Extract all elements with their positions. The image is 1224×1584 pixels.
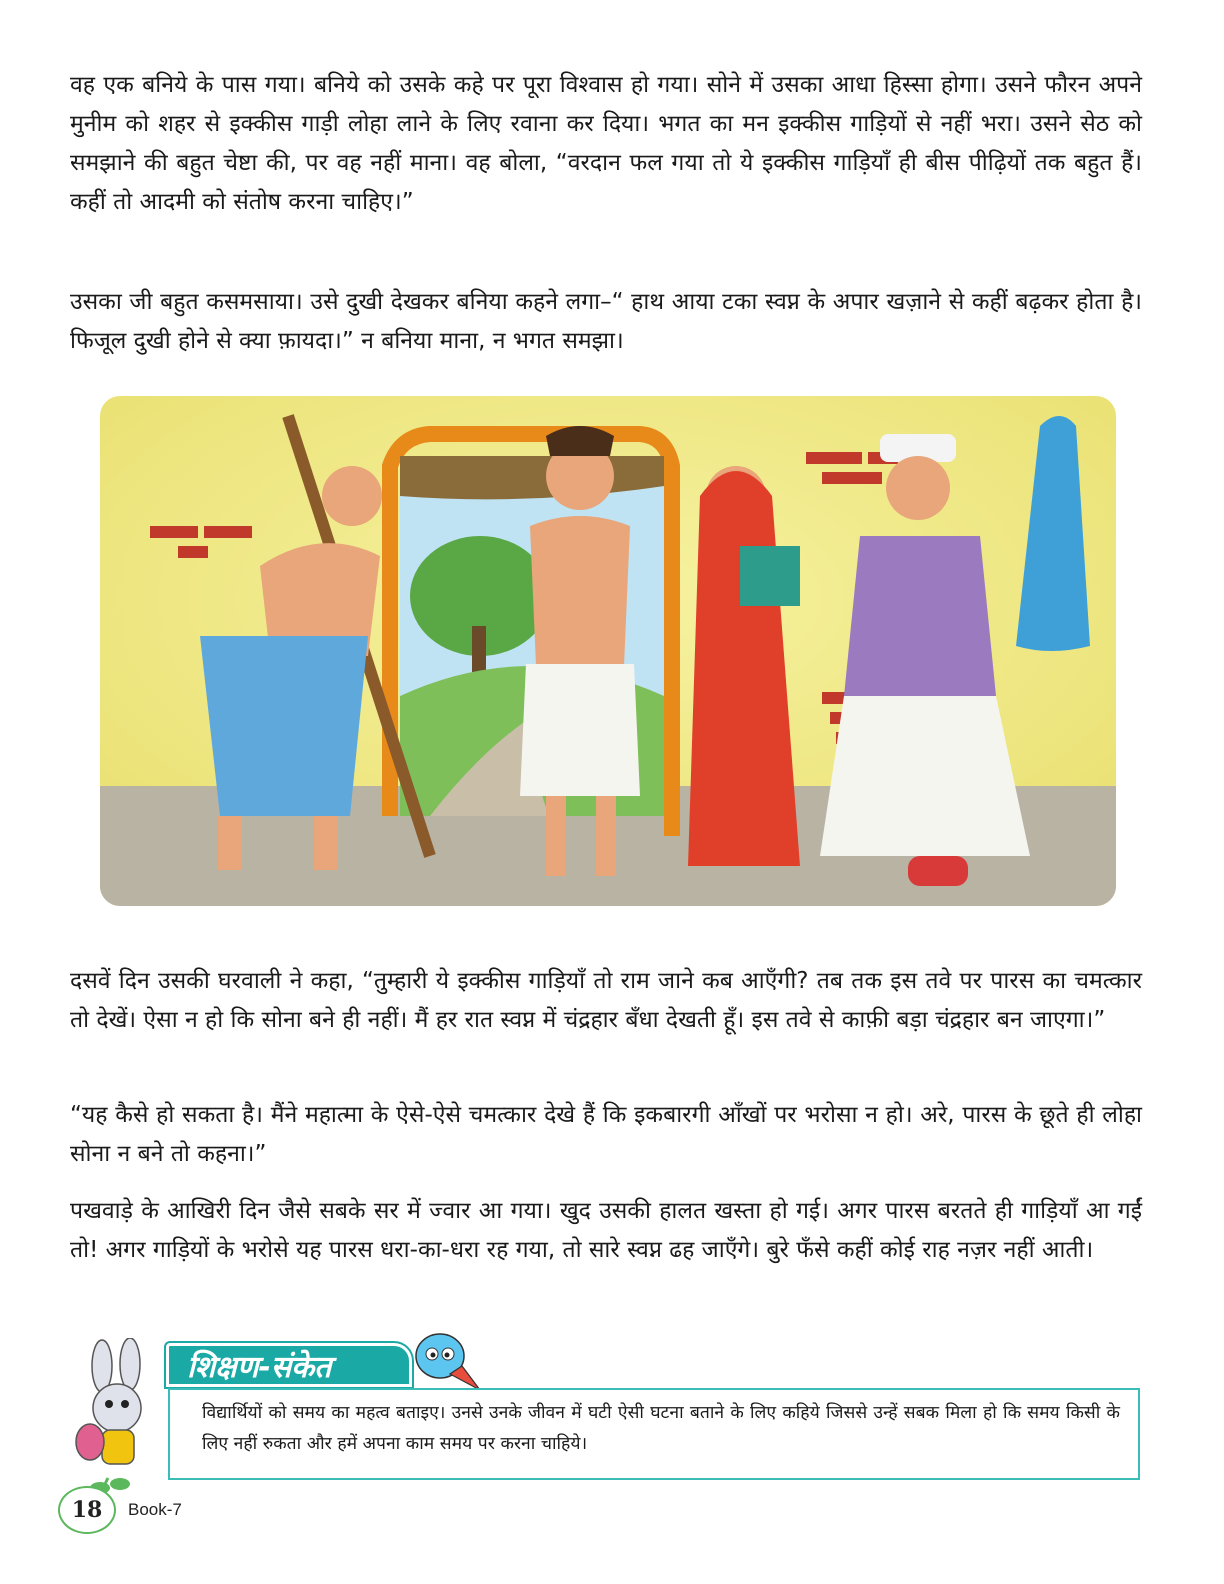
paragraph-4: “यह कैसे हो सकता है। मैंने महात्मा के ऐसे-ऐसे चमत्कार देखे हैं कि इकबारगी आँखों पर भरोसा न हो। अरे, पारस के छूते ही लोहा सोना न बने तो कहना।” [70, 1102, 1142, 1167]
page-number-badge [58, 1486, 116, 1534]
story-illustration [100, 396, 1116, 906]
teaching-tip-box [168, 1388, 1140, 1480]
paragraph-5: पखवाड़े के आखिरी दिन जैसे सबके सर में ज्वार आ गया। खुद उसकी हालत खस्ता हो गई। अगर पारस बरतते ही गाड़ियाँ आ गईं तो! अगर गाड़ियों के भरोसे यह पारस धरा-का-धरा रह गया, तो सारे स्वप्न ढह जाएँगे। बुरे फँसे कहीं कोई राह नज़र नहीं आती। [70, 1198, 1142, 1263]
rabbit-mascot-icon [62, 1338, 172, 1508]
teaching-tip-text: विद्यार्थियों को समय का महत्व बताइए। उनसे उनके जीवन में घटी ऐसी घटना बताने के लिए कहिये जिससे उन्हें सबक मिला हो कि समय किसी के लिए नहीं रुकता और हमें अपना काम समय पर करना चाहिये। [202, 1403, 1120, 1454]
paragraph-2: उसका जी बहुत कसमसाया। उसे दुखी देखकर बनिया कहने लगा–“ हाथ आया टका स्वप्न के अपार खज़ाने से कहीं बढ़कर होता है। फिजूल दुखी होने से क्या फ़ायदा।” न बनिया माना, न भगत समझा। [70, 289, 1142, 354]
pencil-mascot-icon [410, 1330, 490, 1396]
paragraph-1: वह एक बनिये के पास गया। बनिये को उसके कहे पर पूरा विश्वास हो गया। सोने में उसका आधा हिस्सा होगा। उसने फौरन अपने मुनीम को शहर से इक्कीस गाड़ी लोहा लाने के लिए रवाना कर दिया। भगत का मन इक्कीस गाड़ियों से नहीं भरा। उसने सेठ को समझाने की बहुत चेष्टा की, पर वह नहीं माना। वह बोला, “वरदान फल गया तो ये इक्कीस गाड़ियाँ ही बीस पीढ़ियों तक बहुत हैं। कहीं तो आदमी को संतोष करना चाहिए।” [70, 72, 1142, 215]
book-label: Book-7 [128, 1500, 182, 1519]
teaching-tip-title: शिक्षण-संकेत [187, 1349, 332, 1385]
page-number: 18 [71, 1497, 103, 1523]
paragraph-3: दसवें दिन उसकी घरवाली ने कहा, “तुम्हारी ये इक्कीस गाड़ियाँ तो राम जाने कब आएँगी? तब तक इस तवे पर पारस का चमत्कार तो देखें। ऐसा न हो कि सोना बने ही नहीं। मैं हर रात स्वप्न में चंद्रहार बँधा देखती हूँ। इस तवे से काफ़ी बड़ा चंद्रहार बन जाएगा।” [70, 968, 1142, 1033]
teaching-tip-banner [166, 1343, 412, 1387]
